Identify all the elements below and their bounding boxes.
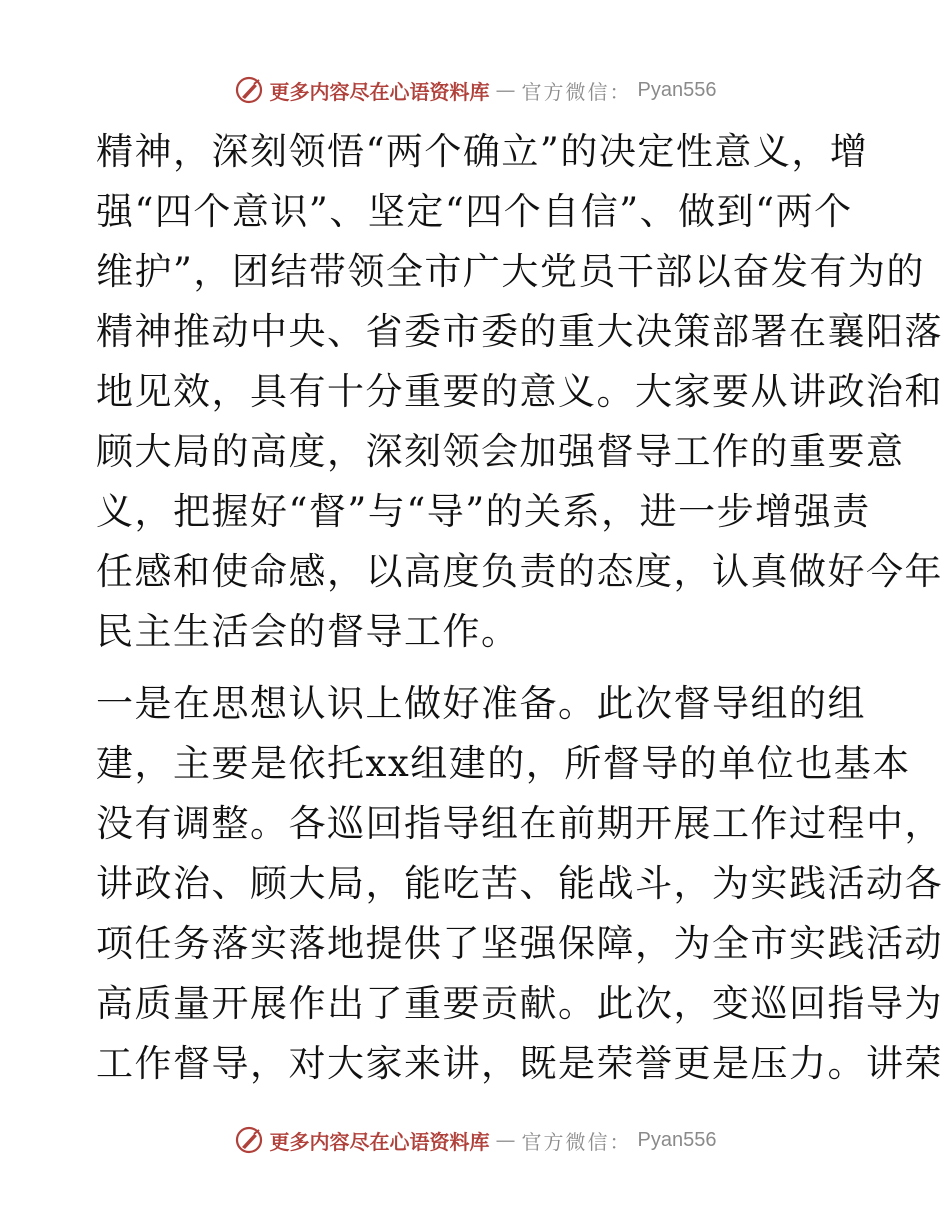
- text-line: 没有调整。各巡回指导组在前期开展工作过程中，: [96, 802, 943, 845]
- text-line: 一是在思想认识上做好准备。此次督导组的组: [96, 682, 866, 725]
- footer-wechat-account: Pyan556: [637, 1128, 717, 1151]
- text-line: 民主生活会的督导工作。: [96, 610, 520, 653]
- text-line: 维护”，团结带领全市广大党员干部以奋发有为的: [96, 250, 925, 293]
- footer-watermark: [0, 1120, 950, 1160]
- text-line: 精神，深刻领悟“两个确立”的决定性意义，增: [96, 130, 869, 173]
- quill-logo-icon: [234, 75, 264, 105]
- footer-dash: —: [495, 1128, 516, 1152]
- text-line: 项任务落实落地提供了坚强保障，为全市实践活动: [96, 922, 943, 965]
- text-line: 建，主要是依托xx组建的，所督导的单位也基本: [96, 742, 911, 785]
- paragraph-2: [96, 674, 943, 1094]
- text-line: 顾大局的高度，深刻领会加强督导工作的重要意: [96, 430, 905, 473]
- text-line: 任感和使命感，以高度负责的态度，认真做好今年: [96, 550, 943, 593]
- footer-brand-text: 更多内容尽在心语资料库: [269, 1129, 490, 1154]
- header-watermark: [0, 70, 950, 110]
- text-line: 讲政治、顾大局，能吃苦、能战斗，为实践活动各: [96, 862, 943, 905]
- footer-wechat-label: 官方微信：: [521, 1129, 632, 1154]
- text-line: 义，把握好“督”与“导”的关系，进一步增强责: [96, 490, 871, 533]
- text-line: 地见效，具有十分重要的意义。大家要从讲政治和: [96, 370, 943, 413]
- document-body: [96, 122, 943, 1094]
- text-line: 强“四个意识”、坚定“四个自信”、做到“两个: [96, 190, 853, 233]
- paragraph-1: [96, 122, 943, 662]
- text-line: 精神推动中央、省委市委的重大决策部署在襄阳落: [96, 310, 943, 353]
- text-line: 工作督导，对大家来讲，既是荣誉更是压力。讲荣: [96, 1042, 943, 1085]
- quill-logo-icon: [234, 1125, 264, 1155]
- text-line: 高质量开展作出了重要贡献。此次，变巡回指导为: [96, 982, 943, 1025]
- header-wechat-account: Pyan556: [637, 78, 717, 101]
- header-wechat-label: 官方微信：: [521, 79, 632, 104]
- header-dash: —: [495, 78, 516, 102]
- header-brand-text: 更多内容尽在心语资料库: [269, 79, 490, 104]
